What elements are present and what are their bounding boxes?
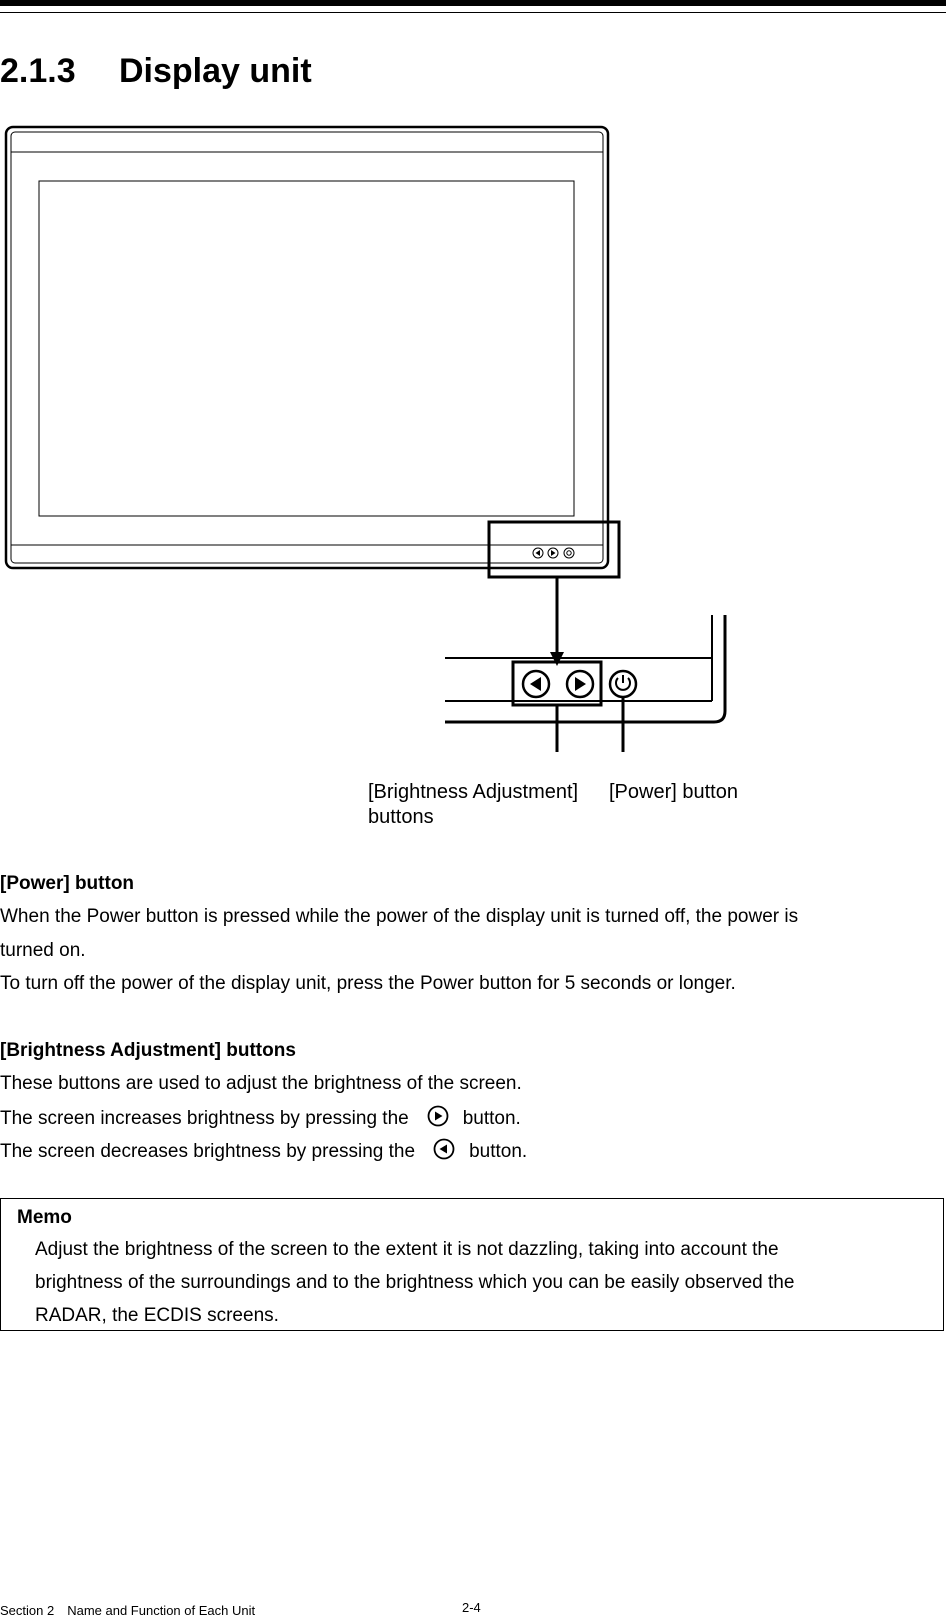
brightness-highlight-box: [513, 662, 601, 705]
memo-line-1: Adjust the brightness of the screen to the extent it is not dazzling, taking into account the: [35, 1239, 779, 1260]
left-arrow-button-icon: [433, 1138, 455, 1166]
brightness-section-heading: [Brightness Adjustment] buttons: [0, 1040, 296, 1061]
memo-box: [0, 1198, 944, 1331]
zoomed-right-arrow-icon: [567, 671, 593, 697]
header-rule-thick: [0, 0, 946, 6]
header-rule-thin: [0, 12, 946, 13]
memo-title: Memo: [17, 1207, 72, 1228]
callout-power: [Power] button: [609, 781, 738, 803]
memo-line-2: brightness of the surroundings and to the brightness which you can be easily observed the: [35, 1272, 795, 1293]
section-title: Display unit: [119, 52, 312, 90]
power-line-2: turned on.: [0, 940, 86, 961]
zoomed-left-arrow-icon: [523, 671, 549, 697]
decrease-text-after: button.: [469, 1141, 528, 1163]
monitor-outer-frame: [6, 127, 608, 568]
section-heading: [0, 52, 312, 91]
monitor-screen: [39, 181, 574, 516]
right-arrow-button-icon: [427, 1105, 449, 1133]
power-line-1: When the Power button is pressed while the power of the display unit is turned off, the power is: [0, 906, 799, 927]
callout-brightness-line1: [Brightness Adjustment]: [368, 781, 579, 803]
memo-line-3: RADAR, the ECDIS screens.: [35, 1305, 279, 1326]
brightness-line-1: These buttons are used to adjust the brightness of the screen.: [0, 1073, 522, 1094]
brightness-increase-line: [0, 1105, 521, 1133]
callout-brightness: [368, 780, 578, 830]
decrease-text-before: The screen decreases brightness by pressing the: [0, 1141, 416, 1163]
monitor-inner-frame: [11, 132, 603, 563]
footer-page-number: 2-4: [462, 1600, 481, 1615]
display-unit-diagram: [0, 120, 946, 840]
section-number: 2.1.3: [0, 52, 76, 90]
footer-section: Section 2 Name and Function of Each Unit: [0, 1603, 256, 1618]
power-section-heading: [Power] button: [0, 873, 135, 894]
brightness-decrease-line: [0, 1138, 527, 1166]
increase-text-before: The screen increases brightness by pressing the: [0, 1108, 409, 1130]
bezel-buttons: [533, 548, 574, 558]
power-line-3: To turn off the power of the display unit, press the Power button for 5 seconds or longer.: [0, 973, 736, 994]
callout-brightness-line2: buttons: [368, 806, 434, 828]
increase-text-after: button.: [462, 1108, 521, 1130]
zoomed-power-icon: [610, 671, 636, 697]
